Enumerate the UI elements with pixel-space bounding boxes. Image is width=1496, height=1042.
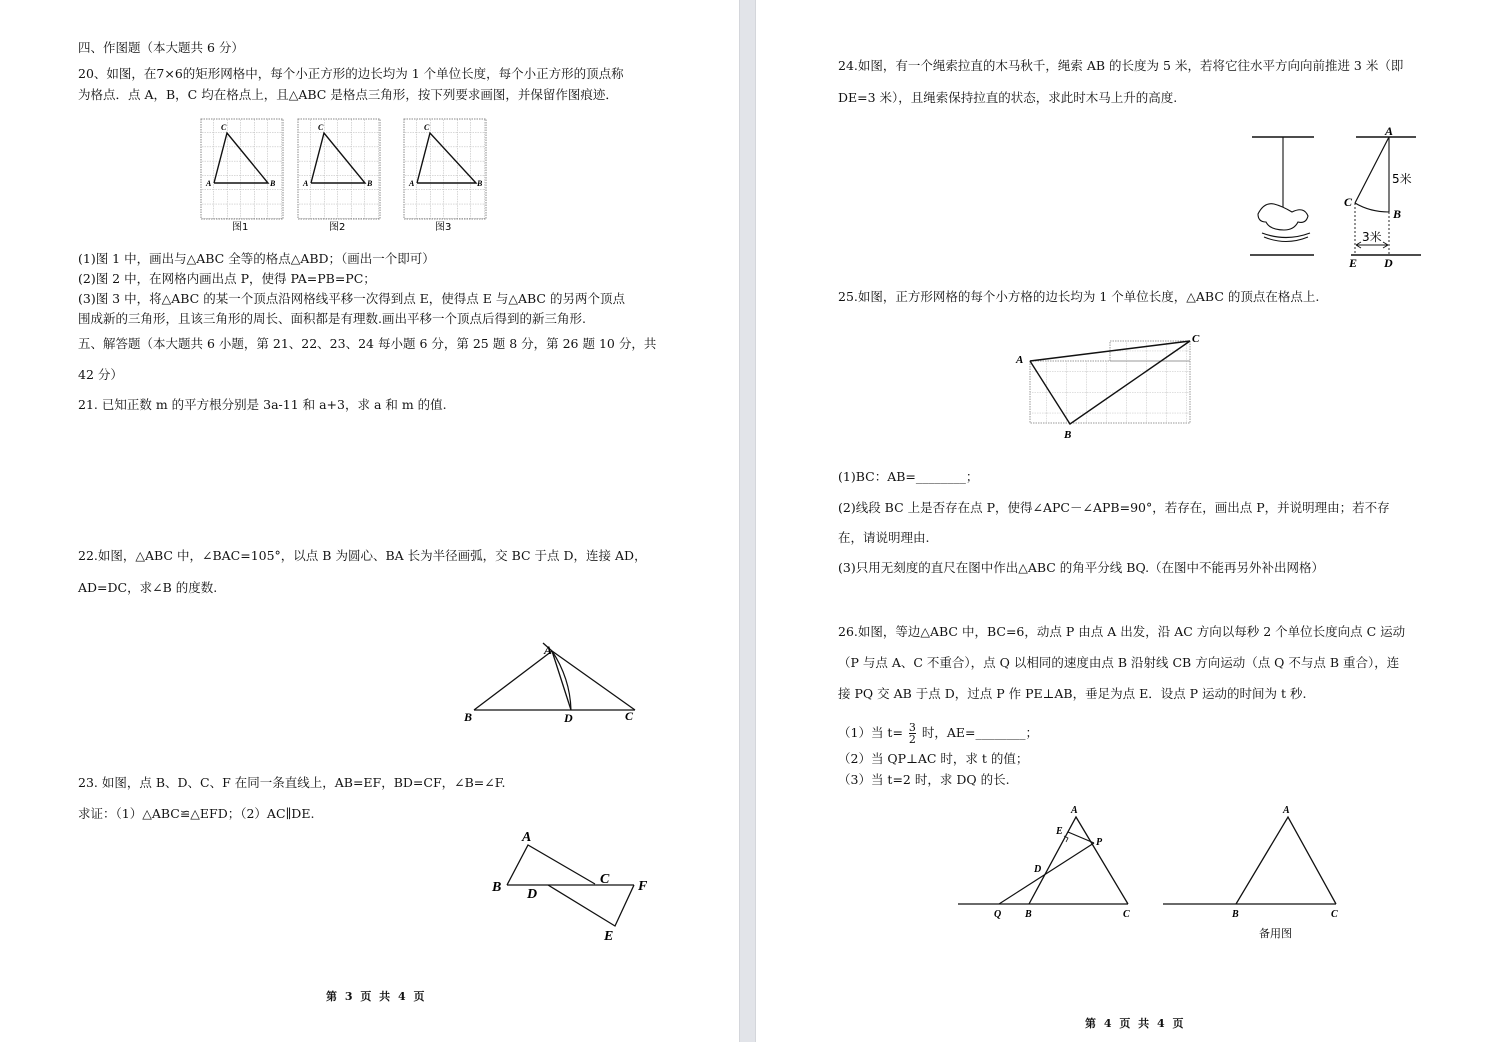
- page-4-footer: 第 4 页 共 4 页: [1085, 1017, 1186, 1030]
- page-4: [756, 0, 1496, 1042]
- q21-text: 21. 已知正数 m 的平方根分别是 3a-11 和 a+3，求 a 和 m 的值.: [78, 397, 447, 412]
- q20-text-line2: 为格点．点 A，B，C 均在格点上，且△ABC 是格点三角形，按下列要求画图，并保留作图痕迹．: [78, 87, 618, 102]
- svg-text:D: D: [1384, 256, 1393, 270]
- svg-text:3米: 3米: [1362, 230, 1382, 244]
- q25-part1: (1)BC：AB=________；: [838, 469, 979, 484]
- q20-part3-line2: 围成新的三角形，且该三角形的周长、面积都是有理数.画出平移一个顶点后得到的新三角形.: [78, 311, 586, 326]
- svg-text:F: F: [638, 879, 648, 894]
- page-gutter: [739, 0, 756, 1042]
- svg-text:C: C: [1123, 909, 1130, 920]
- q26-text-line3: 接 PQ 交 AB 于点 D，过点 P 作 PE⊥AB，垂足为点 E．设点 P 运动的时间为 t 秒.: [838, 686, 1307, 701]
- q22-text-line2: AD=DC，求∠B 的度数.: [78, 580, 218, 595]
- q25-part2-line2: 在，请说明理由.: [838, 530, 930, 545]
- q24-swing-figure: [1248, 126, 1428, 271]
- q20-part1: (1)图 1 中，画出与△ABC 全等的格点△ABD；（画出一个即可）: [78, 251, 435, 266]
- svg-text:C: C: [424, 123, 430, 132]
- svg-text:D: D: [564, 711, 573, 725]
- q25-part2-line1: (2)线段 BC 上是否存在点 P，使得∠APC－∠APB=90°，若存在，画出点 P，并说明理由；若不存: [838, 500, 1390, 515]
- q25-intro: 25.如图，正方形网格的每个小方格的边长均为 1 个单位长度，△ABC 的顶点在格点上.: [838, 289, 1320, 304]
- q20-figure-3: [403, 118, 489, 234]
- page-3: [0, 0, 739, 1042]
- q20-part3-line1: (3)图 3 中，将△ABC 的某一个顶点沿网格线平移一次得到点 E，使得点 E 与△ABC 的另两个顶点: [78, 291, 625, 306]
- svg-text:B: B: [477, 179, 483, 188]
- q24-text-line2: DE=3 米），且绳索保持拉直的状态，求此时木马上升的高度.: [838, 90, 1178, 105]
- svg-text:C: C: [1331, 909, 1338, 920]
- svg-text:B: B: [464, 710, 473, 724]
- q25-part3: (3)只用无刻度的直尺在图中作出△ABC 的角平分线 BQ.（在图中不能再另外补出网格）: [838, 560, 1325, 575]
- spare-figure-caption: 备用图: [1259, 927, 1292, 940]
- svg-text:A: A: [1016, 354, 1024, 366]
- svg-text:图3: 图3: [435, 222, 452, 233]
- q26-text-line2: （P 与点 A、C 不重合），点 Q 以相同的速度由点 B 沿射线 CB 方向运动（点 Q 不与点 B 重合），连: [838, 655, 1400, 670]
- q22-text-line1: 22.如图，△ABC 中，∠BAC=105°，以点 B 为圆心、BA 长为半径画弧，交 BC 于点 D，连接 AD，: [78, 548, 647, 563]
- q20-text-line1: 20、如图，在7×6的矩形网格中，每个小正方形的边长均为 1 个单位长度，每个小正方形的顶点称: [78, 66, 624, 81]
- svg-text:A: A: [1283, 805, 1290, 816]
- q25-grid-figure: [1006, 330, 1206, 445]
- page-3-footer: 第 3 页 共 4 页: [326, 990, 427, 1003]
- q20-part2: (2)图 2 中，在网格内画出点 P，使得 PA=PB=PC；: [78, 271, 376, 286]
- svg-text:E: E: [604, 929, 614, 944]
- q26-part1: （1）当 t= $\frac{3}{2}$ 时，AE=________；: [838, 721, 1039, 746]
- svg-text:B: B: [492, 880, 502, 895]
- svg-text:A: A: [206, 179, 212, 188]
- svg-text:B: B: [1232, 909, 1239, 920]
- section-5-heading-line1: 五、解答题（本大题共 6 小题，第 21、22、23、24 每小题 6 分，第 25 题 8 分，第 26 题 10 分，共: [78, 336, 657, 351]
- svg-text:5米: 5米: [1392, 172, 1412, 186]
- svg-text:A: A: [1385, 124, 1394, 138]
- section-4-heading: 四、作图题（本大题共 6 分）: [78, 40, 244, 55]
- q26-text-line1: 26.如图，等边△ABC 中，BC=6，动点 P 由点 A 出发，沿 AC 方向以每秒 2 个单位长度向点 C 运动: [838, 624, 1406, 639]
- svg-text:E: E: [1349, 256, 1358, 270]
- svg-text:B: B: [270, 179, 276, 188]
- q26-main-figure: [956, 800, 1146, 925]
- svg-text:A: A: [303, 179, 309, 188]
- svg-text:图2: 图2: [329, 222, 346, 233]
- svg-text:A: A: [1071, 805, 1078, 816]
- svg-text:B: B: [1064, 429, 1072, 441]
- q26-spare-figure: [1161, 800, 1341, 945]
- svg-text:C: C: [1192, 333, 1200, 345]
- svg-text:A: A: [409, 179, 415, 188]
- svg-text:B: B: [367, 179, 373, 188]
- fraction-three-halves: $\frac{3}{2}$: [908, 721, 916, 746]
- svg-text:E: E: [1056, 826, 1063, 837]
- q23-text-line2: 求证：（1）△ABC≌△EFD；（2）AC∥DE.: [78, 806, 315, 821]
- q26-part3: （3）当 t=2 时，求 DQ 的长.: [838, 772, 1010, 787]
- svg-text:C: C: [318, 123, 324, 132]
- svg-text:C: C: [600, 872, 610, 887]
- svg-text:D: D: [1034, 864, 1042, 875]
- svg-text:P: P: [1096, 837, 1103, 848]
- svg-text:D: D: [527, 887, 538, 902]
- svg-text:B: B: [1393, 207, 1402, 221]
- q24-text-line1: 24.如图，有一个绳索拉直的木马秋千，绳索 AB 的长度为 5 米，若将它往水平方向向前推进 3 米（即: [838, 58, 1404, 73]
- q20-figure-2: [297, 118, 383, 234]
- q23-figure: [488, 828, 658, 948]
- svg-text:图1: 图1: [232, 222, 249, 233]
- svg-text:A: A: [544, 643, 553, 657]
- q22-figure: [460, 638, 650, 728]
- svg-text:Q: Q: [994, 909, 1002, 920]
- svg-text:C: C: [625, 709, 634, 723]
- svg-text:B: B: [1025, 909, 1032, 920]
- section-5-heading-line2: 42 分）: [78, 367, 123, 382]
- q23-text-line1: 23. 如图，点 B、D、C、F 在同一条直线上，AB=EF，BD=CF，∠B=∠F.: [78, 775, 506, 790]
- q26-part2: （2）当 QP⊥AC 时，求 t 的值；: [838, 751, 1029, 766]
- svg-text:A: A: [522, 830, 532, 845]
- svg-text:C: C: [221, 123, 227, 132]
- svg-text:C: C: [1344, 195, 1353, 209]
- q20-figure-1: [200, 118, 286, 234]
